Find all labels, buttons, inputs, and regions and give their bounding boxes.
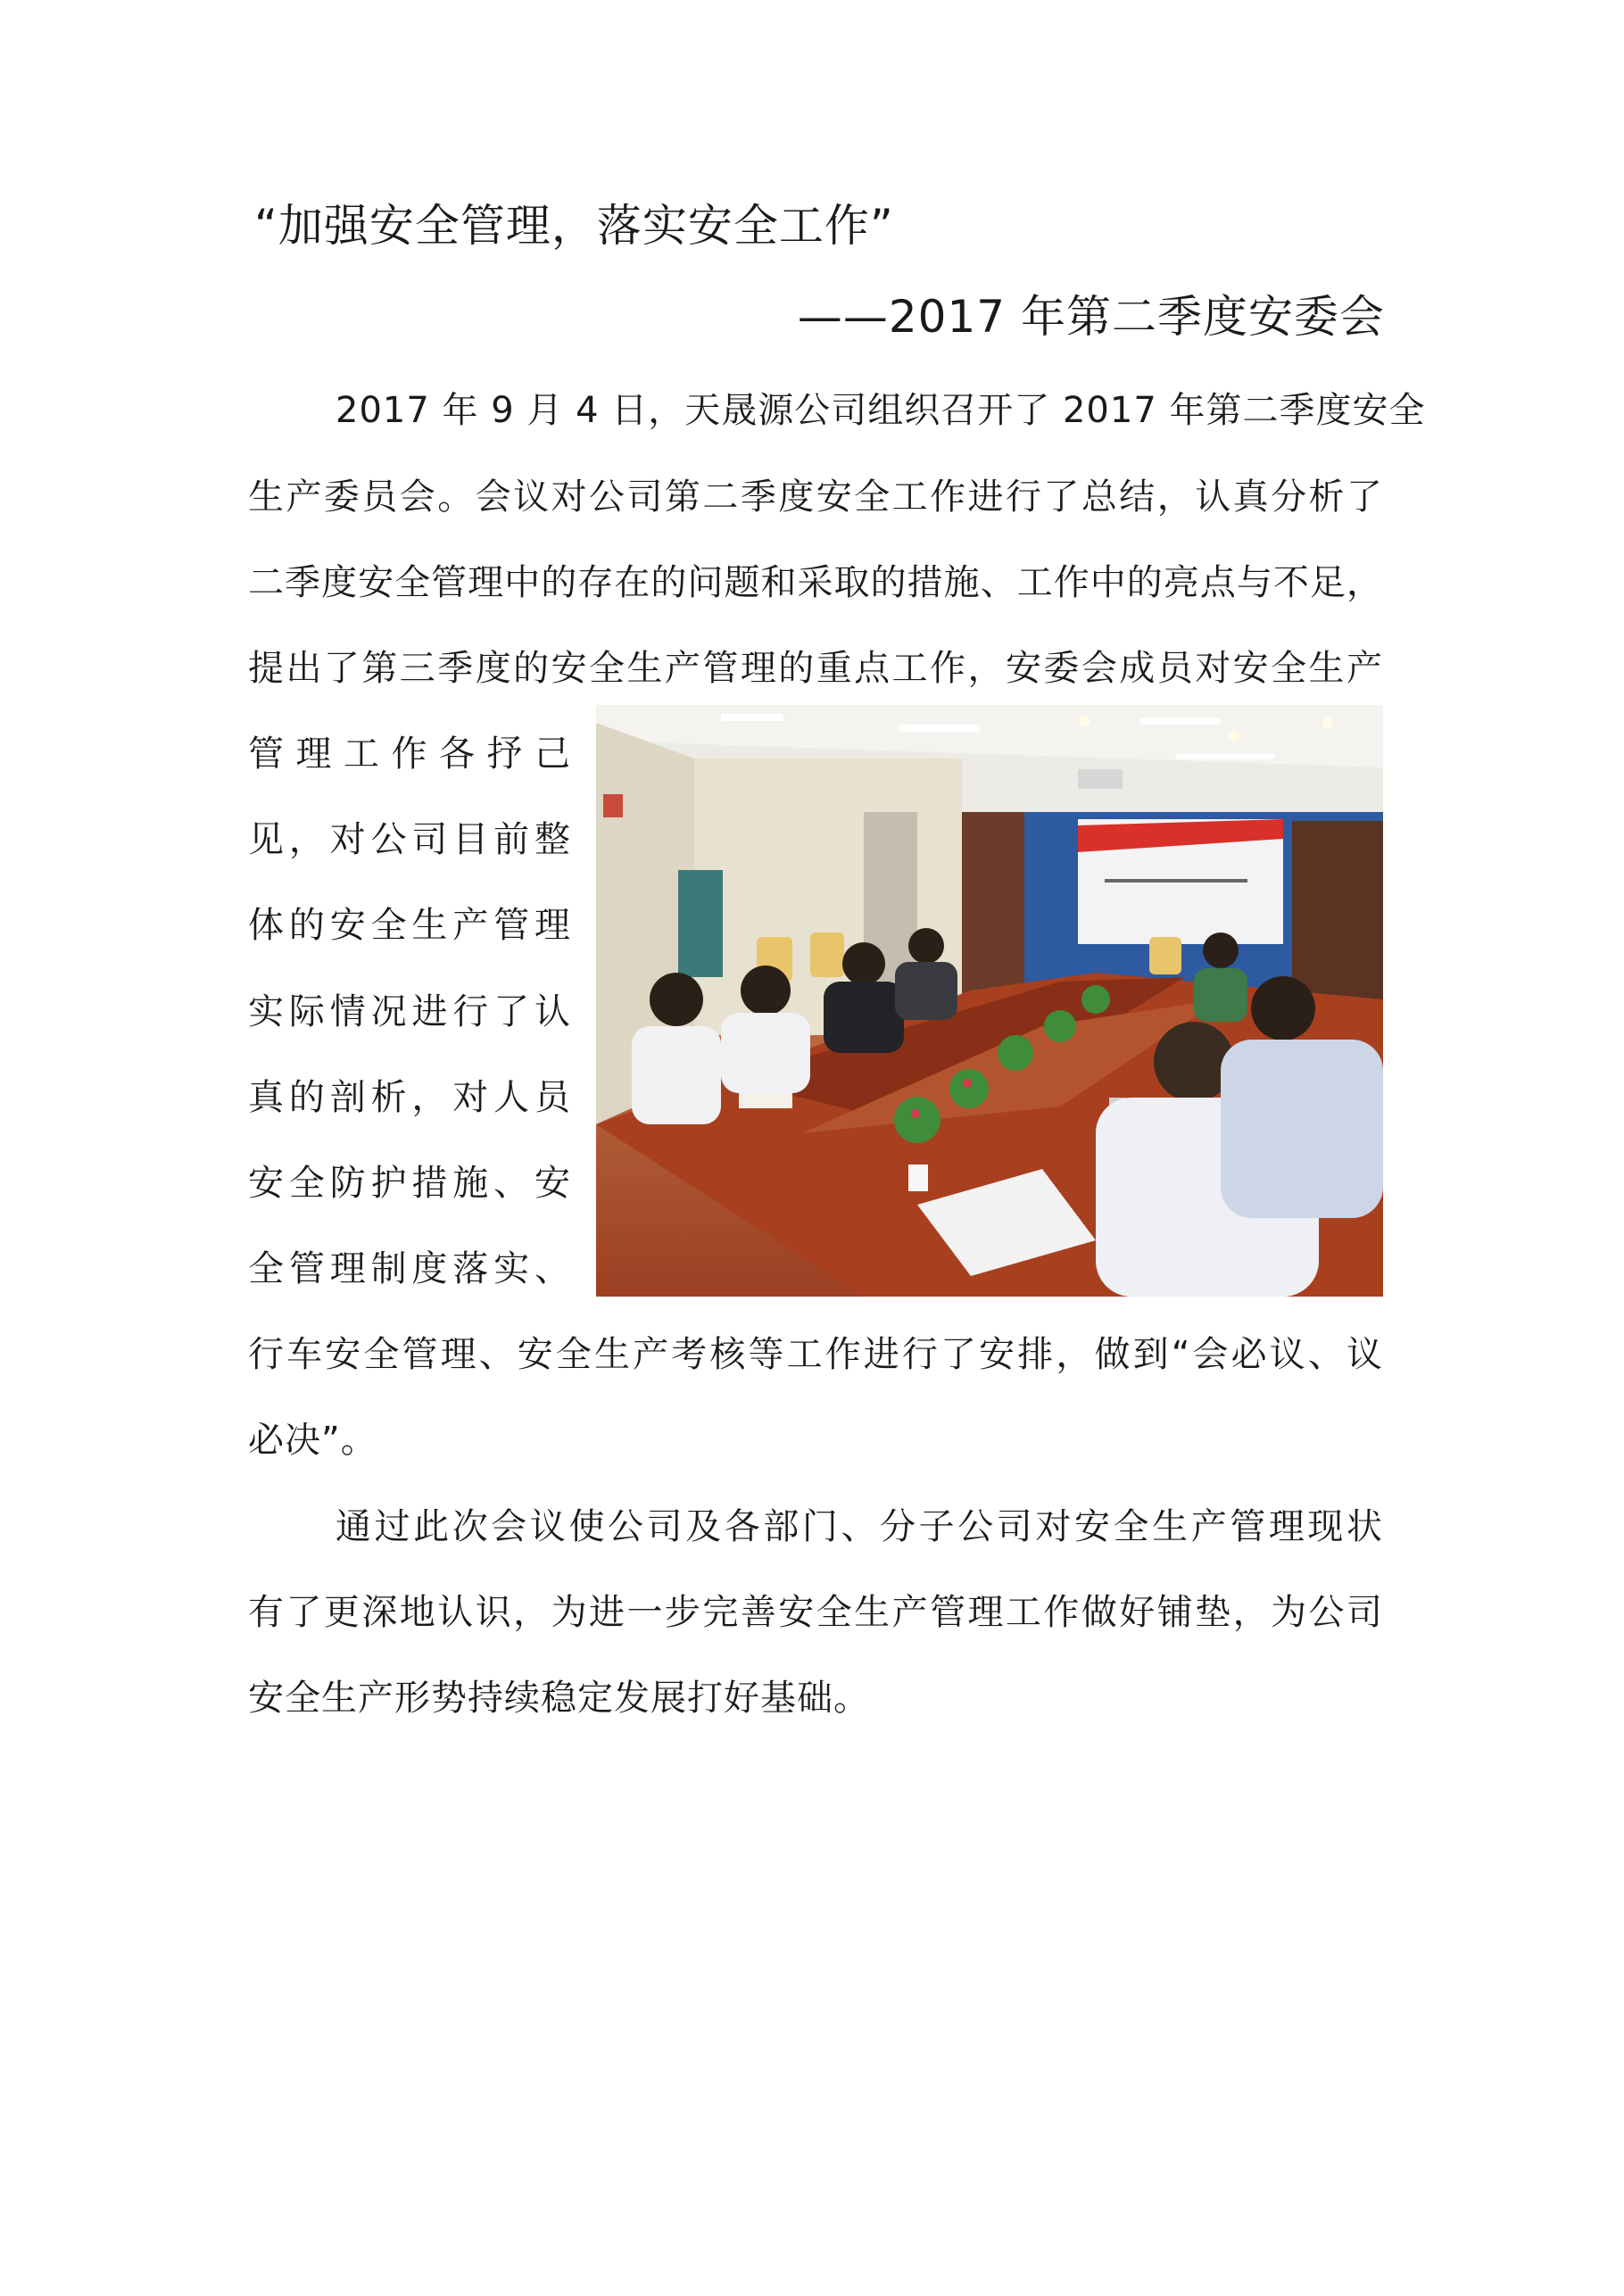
paragraph-1-wrapped-line: 真的剖析，对人员	[248, 1077, 571, 1118]
paragraph-1-wrapped-line: 见，对公司目前整	[248, 819, 571, 860]
paragraph-1-line: 提出了第三季度的安全生产管理的重点工作，安委会成员对安全生产	[248, 648, 1383, 689]
paragraph-1-line: 二季度安全管理中的存在的问题和采取的措施、工作中的亮点与不足，	[248, 562, 1383, 603]
paragraph-1-line: 生产委员会。会议对公司第二季度安全工作进行了总结，认真分析了	[248, 477, 1383, 518]
paragraph-2-line: 安全生产形势持续稳定发展打好基础。	[248, 1678, 870, 1719]
paragraph-2-line: 有了更深地认识，为进一步完善安全生产管理工作做好铺垫，为公司	[248, 1592, 1383, 1633]
page-title: “加强安全管理，落实安全工作”	[254, 200, 894, 252]
paragraph-1-wrapped-line: 体的安全生产管理	[248, 905, 571, 946]
meeting-photo	[596, 705, 1383, 1297]
paragraph-1-wrapped-line: 安全防护措施、安	[248, 1163, 571, 1204]
paragraph-1-wrapped-line: 管理工作各抒己	[248, 734, 571, 775]
paragraph-1-after-line: 必决”。	[248, 1420, 377, 1461]
paragraph-2-line: 通过此次会议使公司及各部门、分子公司对安全生产管理现状	[336, 1506, 1383, 1547]
paragraph-1-wrapped-line: 实际情况进行了认	[248, 991, 571, 1032]
paragraph-1-after-line: 行车安全管理、安全生产考核等工作进行了安排，做到“会必议、议	[248, 1334, 1383, 1375]
paragraph-1-wrapped-line: 全管理制度落实、	[248, 1248, 571, 1289]
page-subtitle: ——2017 年第二季度安委会	[797, 291, 1385, 343]
paragraph-1-line: 2017 年 9 月 4 日，天晟源公司组织召开了 2017 年第二季度安全	[336, 390, 1426, 431]
